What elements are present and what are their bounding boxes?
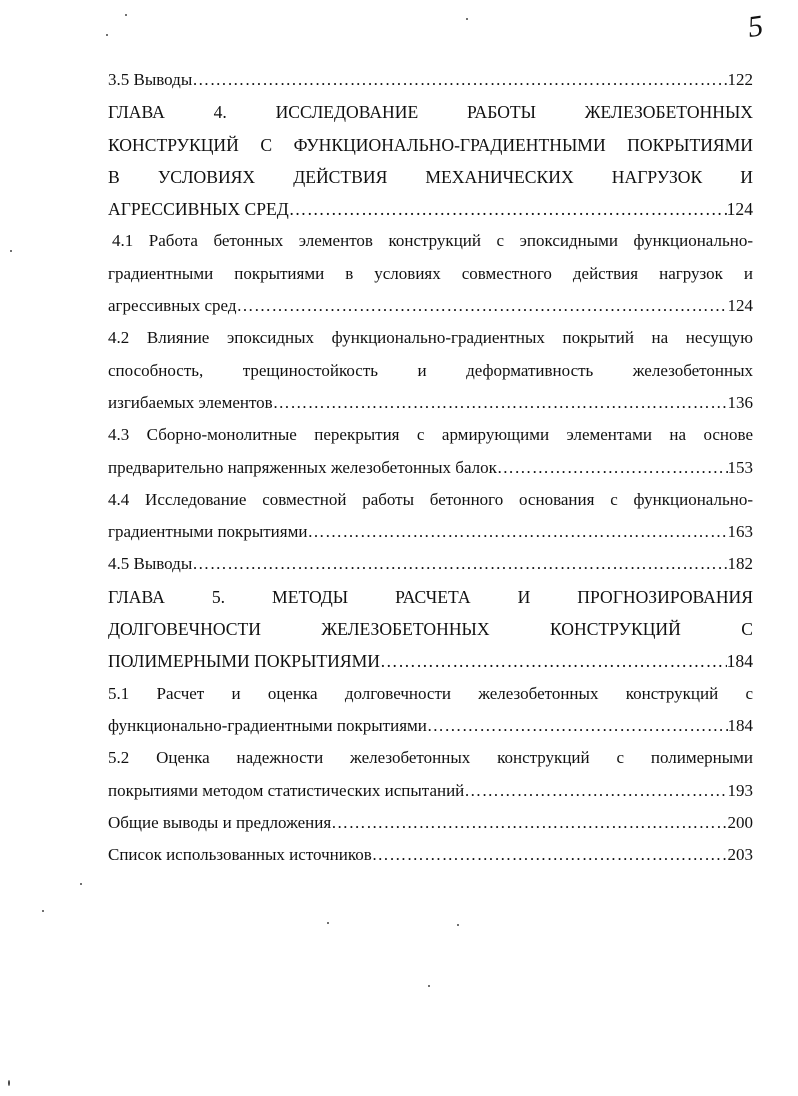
toc-entry-title: функционально-градиентными покрытиями	[108, 715, 427, 735]
scan-speck	[457, 924, 459, 926]
toc-entry-title: 4.5 Выводы	[108, 554, 193, 574]
toc-entry-4-5	[108, 548, 753, 580]
toc-entry-4-3-line-2	[108, 452, 753, 484]
dot-leader	[427, 710, 728, 742]
toc-entry-4-4-line-2	[108, 516, 753, 548]
scan-speck	[428, 985, 430, 987]
dot-leader	[273, 387, 728, 419]
toc-entry-page: 182	[727, 554, 753, 574]
toc-entry-page: 136	[727, 392, 753, 412]
toc-entry-title: предварительно напряженных железобетонных балок	[108, 457, 497, 477]
chapter-4-heading-line-3: В УСЛОВИЯХ ДЕЙСТВИЯ МЕХАНИЧЕСКИХ НАГРУЗОК И	[108, 166, 753, 187]
toc-entry-5-1-line-1: 5.1 Расчет и оценка долговечности железобетонных конструкций с	[108, 683, 753, 703]
chapter-4-heading-line-2: КОНСТРУКЦИЙ С ФУНКЦИОНАЛЬНО-ГРАДИЕНТНЫМИ ПОКРЫТИЯМИ	[108, 134, 753, 155]
toc-entry-3-5	[108, 64, 753, 96]
toc-entry-references	[108, 839, 753, 871]
table-of-contents	[108, 64, 753, 871]
chapter-5-heading-line-3	[108, 645, 753, 677]
toc-entry-4-2-line-3	[108, 387, 753, 419]
dot-leader	[372, 839, 728, 871]
toc-entry-general-conclusions	[108, 807, 753, 839]
scan-speck	[10, 250, 12, 252]
toc-entry-4-2-line-1: 4.2 Влияние эпоксидных функционально-градиентных покрытий на несущую	[108, 328, 753, 348]
toc-entry-page: 200	[727, 812, 753, 832]
chapter-4-heading-line-4	[108, 193, 753, 225]
toc-entry-4-1-line-1: 4.1 Работа бетонных элементов конструкций с эпоксидными функционально-	[112, 231, 753, 251]
toc-entry-5-2-line-2	[108, 775, 753, 807]
toc-entry-title: Общие выводы и предложения	[108, 812, 332, 832]
toc-entry-4-3-line-1: 4.3 Сборно-монолитные перекрытия с армирующими элементами на основе	[108, 425, 753, 445]
toc-entry-page: 124	[727, 296, 753, 316]
toc-entry-page: 184	[726, 651, 753, 672]
dot-leader	[192, 548, 727, 580]
scan-speck	[106, 34, 108, 36]
toc-entry-page: 193	[727, 780, 753, 800]
toc-entry-page: 122	[727, 70, 753, 89]
handwritten-page-number: 5	[745, 9, 766, 44]
toc-entry-5-2-line-1: 5.2 Оценка надежности железобетонных конструкций с полимерными	[108, 748, 753, 768]
toc-entry-title: агрессивных сред	[108, 296, 237, 316]
dot-leader	[237, 290, 728, 322]
dot-leader	[289, 193, 727, 225]
toc-entry-title: покрытиями методом статистических испытаний	[108, 780, 465, 800]
scan-speck	[327, 922, 329, 924]
dot-leader	[307, 516, 727, 548]
toc-entry-page: 124	[726, 199, 753, 220]
toc-entry-4-4-line-1: 4.4 Исследование совместной работы бетонного основания с функционально-	[108, 489, 753, 509]
toc-entry-title: ПОЛИМЕРНЫМИ ПОКРЫТИЯМИ	[108, 651, 380, 672]
toc-entry-page: 163	[727, 522, 753, 542]
dot-leader	[380, 645, 727, 677]
dot-leader	[192, 64, 727, 96]
toc-entry-title: изгибаемых элементов	[108, 392, 273, 412]
toc-entry-title: градиентными покрытиями	[108, 522, 308, 542]
scan-speck	[466, 18, 468, 20]
dot-leader	[464, 775, 727, 807]
toc-entry-page: 153	[727, 457, 753, 477]
toc-entry-4-1-line-3	[108, 290, 753, 322]
scan-speck	[42, 910, 44, 912]
toc-entry-5-1-line-2	[108, 710, 753, 742]
scan-speck	[8, 1080, 10, 1086]
chapter-5-heading-line-1: ГЛАВА 5. МЕТОДЫ РАСЧЕТА И ПРОГНОЗИРОВАНИЯ	[108, 586, 753, 607]
scan-speck	[125, 14, 127, 16]
dot-leader	[331, 807, 727, 839]
toc-entry-page: 184	[727, 715, 753, 735]
toc-entry-4-1-line-2: градиентными покрытиями в условиях совместного действия нагрузок и	[108, 263, 753, 283]
toc-entry-page: 203	[727, 845, 753, 865]
toc-entry-4-2-line-2: способность, трещиностойкость и деформативность железобетонных	[108, 360, 753, 380]
dot-leader	[497, 452, 728, 484]
toc-entry-title: 3.5 Выводы	[108, 70, 193, 89]
toc-entry-title: Список использованных источников	[108, 845, 372, 865]
toc-entry-title: АГРЕССИВНЫХ СРЕД	[108, 199, 289, 220]
chapter-4-heading-line-1: ГЛАВА 4. ИССЛЕДОВАНИЕ РАБОТЫ ЖЕЛЕЗОБЕТОННЫХ	[108, 102, 753, 123]
chapter-5-heading-line-2: ДОЛГОВЕЧНОСТИ ЖЕЛЕЗОБЕТОННЫХ КОНСТРУКЦИЙ С	[108, 619, 753, 640]
scan-speck	[80, 883, 82, 885]
